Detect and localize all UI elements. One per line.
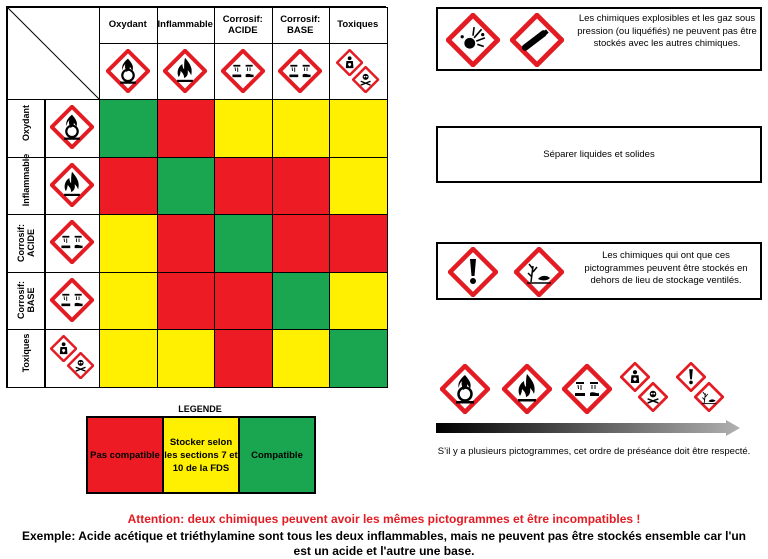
row-header-line: Inflammable <box>21 154 31 207</box>
matrix-cell <box>214 214 273 273</box>
outside-storage-text: Les chimiques qui ont que ces pictogrammes peuvent être stockés en dehors de lieu de stockage ventilés. <box>584 250 748 286</box>
matrix-cell <box>214 329 273 388</box>
column-header-label <box>99 19 157 30</box>
legend-item <box>238 416 316 494</box>
row-header-line: BASE <box>26 287 36 313</box>
matrix-cell <box>157 99 216 158</box>
legend-item <box>162 416 240 494</box>
skull-crossbones-icon <box>67 352 94 379</box>
matrix-cell <box>272 157 331 216</box>
column-header-label <box>329 19 387 30</box>
explosive-note-text: Les chimiques explosibles et les gaz sous pression (ou liquéfiés) ne peuvent pas être stockés avec les autres chimiques. <box>577 13 757 49</box>
legend-item-label: Stocker selon les sections 7 et 10 de la FDS <box>164 436 238 474</box>
exclamation-mark-icon <box>448 247 498 297</box>
matrix-cell <box>157 157 216 216</box>
matrix-cell <box>157 272 216 331</box>
precedence-arrow <box>436 350 746 440</box>
row-header-line: Oxydant <box>21 104 31 141</box>
separate-note-box <box>436 126 762 183</box>
matrix-cell <box>272 214 331 273</box>
matrix-cell <box>99 329 158 388</box>
matrix-cell <box>272 99 331 158</box>
row-header-label <box>21 315 31 391</box>
legend-item-label: Pas compatible <box>90 449 160 461</box>
outside-storage-box <box>436 242 762 300</box>
environment-icon <box>514 247 564 297</box>
flame-over-circle-icon <box>50 105 94 149</box>
column-header-line: Inflammable <box>157 19 213 30</box>
footer-warning: Attention: deux chimiques peuvent avoir les mêmes pictogrammes et être incompatibles ! <box>127 512 641 526</box>
explosive-note-box <box>436 7 762 71</box>
matrix-cell <box>99 272 158 331</box>
legend-item <box>86 416 164 494</box>
column-header-line: ACIDE <box>227 25 258 36</box>
matrix-cell <box>157 329 216 388</box>
column-header-label <box>214 14 272 36</box>
legend-item-label: Compatible <box>251 449 303 461</box>
matrix-cell <box>99 157 158 216</box>
corrosion-icon <box>50 278 94 322</box>
flame-over-circle-icon <box>106 49 150 93</box>
matrix-cell <box>272 272 331 331</box>
matrix-cell <box>99 99 158 158</box>
column-header-label <box>157 19 215 30</box>
column-header-line: Corrosif: <box>222 14 263 25</box>
matrix-cell <box>329 99 388 158</box>
matrix-cell <box>329 157 388 216</box>
corrosion-icon <box>50 220 94 264</box>
column-header-line: Corrosif: <box>280 14 321 25</box>
matrix-cell <box>214 272 273 331</box>
skull-crossbones-icon <box>352 66 379 93</box>
separate-note-text: Séparer liquides et solides <box>543 149 655 160</box>
corrosion-icon <box>278 49 322 93</box>
matrix-cell <box>329 272 388 331</box>
row-header-line: Corrosif: <box>16 223 26 262</box>
matrix-cell <box>329 214 388 273</box>
column-header-line: Oxydant <box>108 19 147 30</box>
flame-icon <box>50 163 94 207</box>
matrix-cell <box>214 157 273 216</box>
corrosion-icon <box>221 49 265 93</box>
matrix-cell <box>329 329 388 388</box>
column-header-line: BASE <box>287 25 314 36</box>
exploding-bomb-icon <box>446 13 500 67</box>
row-header-line: ACIDE <box>26 228 36 257</box>
footer-example: Exemple: Acide acétique et triéthylamine sont tous les deux inflammables, mais ne peuvent pas être stockés ensemble car l'un est un acide et l'autre une base. <box>22 529 746 558</box>
precedence-caption: S’il y a plusieurs pictogrammes, cet ordre de préséance doit être respecté. <box>437 446 751 457</box>
matrix-cell <box>214 99 273 158</box>
flame-icon <box>163 49 207 93</box>
matrix-cell <box>272 329 331 388</box>
column-header-line: Toxiques <box>337 19 379 30</box>
row-header-line: Toxiques <box>21 333 31 373</box>
matrix-cell <box>99 214 158 273</box>
legend-title: LEGENDE <box>178 404 222 414</box>
row-header-line: Corrosif: <box>16 281 26 320</box>
column-header-label <box>272 14 330 36</box>
matrix-cell <box>157 214 216 273</box>
gas-cylinder-icon <box>510 13 564 67</box>
corner-cell <box>7 7 99 99</box>
